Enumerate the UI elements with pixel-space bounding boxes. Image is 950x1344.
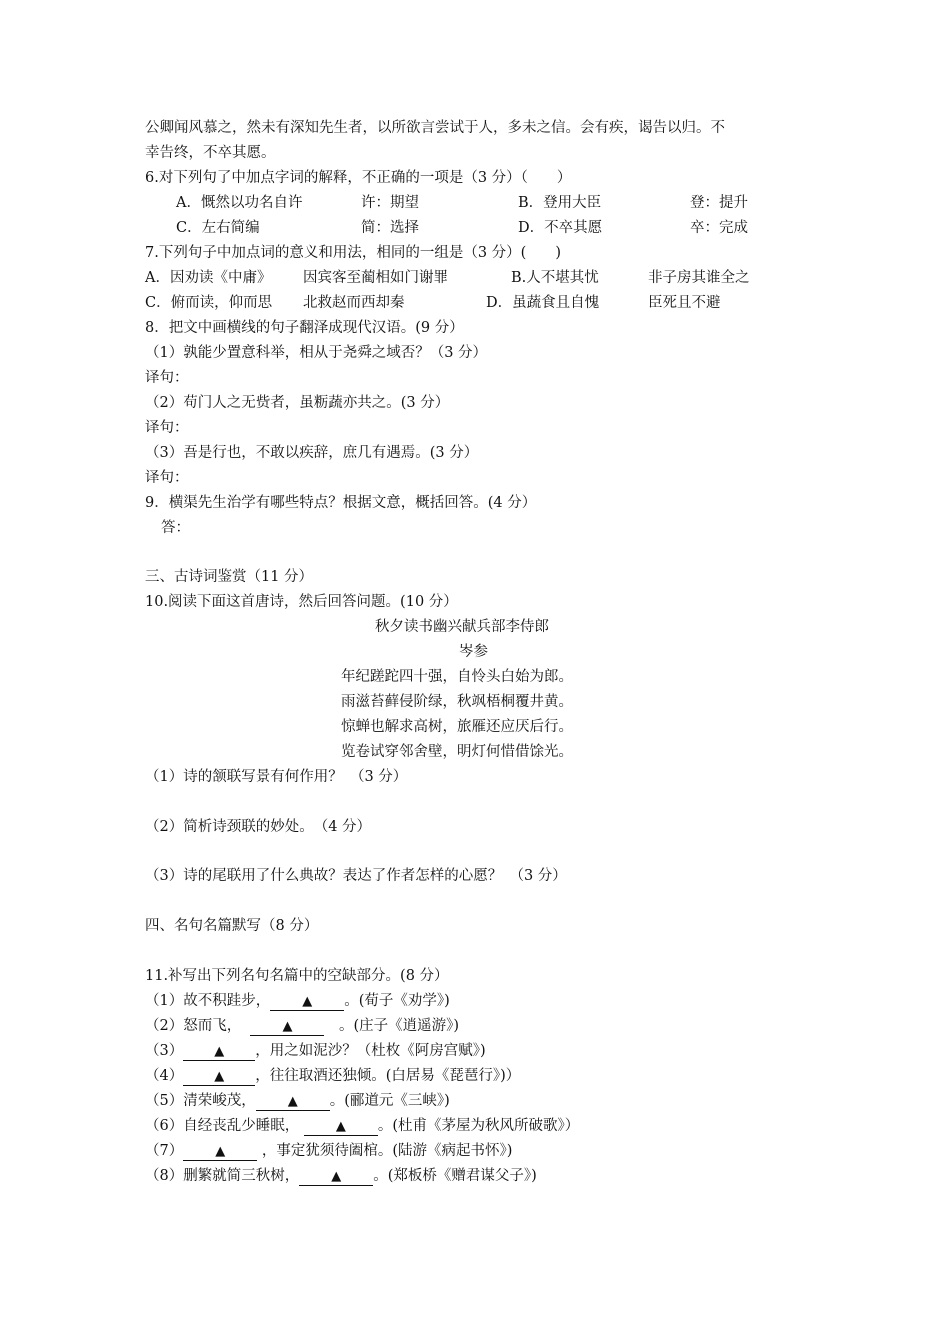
translate-label: 译句： <box>145 420 189 436</box>
fill-item-suffix: 。(郦道元《三峡》) <box>329 1093 450 1109</box>
fill-item-suffix: 。(杜甫《茅屋为秋风所破歌》） <box>377 1118 580 1134</box>
fill-item-suffix: ，事定犹须待阖棺。(陆游《病起书怀》) <box>261 1143 513 1159</box>
fill-item-prefix: （5）清荣峻茂， <box>145 1093 256 1109</box>
fill-item-prefix: （3） <box>145 1043 184 1059</box>
answer-blank[interactable] <box>256 1093 330 1111</box>
triangle-marker: ▲ <box>335 1119 346 1134</box>
poem-line: 年纪蹉跎四十强，自怜头白始为郎。 <box>341 669 573 685</box>
answer-blank[interactable] <box>299 1168 373 1186</box>
fill-item <box>145 1016 459 1036</box>
fill-item-prefix: （8）删繁就简三秋树， <box>145 1168 300 1184</box>
fill-item <box>145 1041 486 1061</box>
option-d-gloss: 卒：完成 <box>690 220 748 236</box>
fill-item-suffix: 。(郑板桥《赠君谋父子》) <box>373 1168 537 1184</box>
translate-label: 译句： <box>145 470 189 486</box>
answer-blank[interactable] <box>304 1118 378 1136</box>
option-c: C．左右简编 <box>176 220 260 236</box>
option-a-gloss: 许：期望 <box>361 195 419 211</box>
fill-item <box>145 1166 537 1186</box>
answer-blank[interactable] <box>250 1018 324 1036</box>
poem-line: 雨滋苔藓侵阶绿，秋飒梧桐覆井黄。 <box>341 694 573 710</box>
fill-item <box>145 1141 512 1161</box>
sentence-2: （2）苟门人之无赀者，虽粝蔬亦共之。(3 分） <box>145 395 450 411</box>
passage-line: 公卿闻风慕之，然未有深知先生者，以所欲言尝试于人，多未之信。会有疾，谒告以归。不 <box>145 120 725 136</box>
sentence-3: （3）吾是行也，不敢以疾辞，庶几有遇焉。(3 分） <box>145 445 479 461</box>
poem-title: 秋夕读书幽兴献兵部李侍郎 <box>375 619 549 635</box>
poem-line: 览卷试穿邻舍壁，明灯何惜借馀光。 <box>341 744 573 760</box>
answer-blank[interactable] <box>270 993 344 1011</box>
triangle-marker: ▲ <box>215 1144 226 1159</box>
question-9-stem: 9．横渠先生治学有哪些特点？根据文意，概括回答。(4 分） <box>145 495 537 511</box>
option-a-example: 因宾客至蔺相如门谢罪 <box>303 270 448 286</box>
triangle-marker: ▲ <box>214 1069 225 1084</box>
option-d-example: 臣死且不避 <box>648 295 721 311</box>
fill-item-prefix: （2）怒而飞， <box>145 1018 242 1034</box>
fill-item-suffix: 。(庄子《逍遥游》) <box>324 1018 460 1034</box>
option-b-gloss: 登：提升 <box>690 195 748 211</box>
passage-line: 幸告终，不卒其愿。 <box>145 145 276 161</box>
fill-item-prefix: （7） <box>145 1143 184 1159</box>
fill-item-prefix: （1）故不积跬步， <box>145 993 271 1009</box>
option-b: B.人不堪其忧 <box>511 270 599 286</box>
section-4-title: 四、名句名篇默写（8 分） <box>145 918 319 934</box>
fill-item-suffix: 。(荀子《劝学》) <box>344 993 450 1009</box>
poem-line: 惊蝉也解求高树，旅雁还应厌后行。 <box>341 719 573 735</box>
fill-item-prefix: （6）自经丧乱少睡眠， <box>145 1118 300 1134</box>
sub-question-3: （3）诗的尾联用了什么典故？表达了作者怎样的心愿？ （3 分） <box>145 868 567 884</box>
option-b: B．登用大臣 <box>518 195 602 211</box>
option-c-example: 北救赵而西却秦 <box>303 295 405 311</box>
sub-question-1: （1）诗的颔联写景有何作用？ （3 分） <box>145 769 408 785</box>
triangle-marker: ▲ <box>331 1169 342 1184</box>
option-c: C．俯而读，仰而思 <box>145 295 273 311</box>
fill-item <box>145 1116 579 1136</box>
fill-item <box>145 1091 450 1111</box>
fill-item-suffix: ，往往取酒还独倾。(白居易《琵琶行》)） <box>255 1068 521 1084</box>
poem-author: 岑参 <box>459 644 488 660</box>
question-6-stem: 6.对下列句了中加点字词的解释，不正确的一项是（3 分）（ ） <box>145 170 572 186</box>
fill-item <box>145 991 450 1011</box>
question-7-stem: 7.下列句子中加点词的意义和用法，相同的一组是（3 分）( ) <box>145 245 561 261</box>
fill-item <box>145 1066 520 1086</box>
sentence-1: （1）孰能少置意科举，相从于尧舜之域否？（3 分） <box>145 345 488 361</box>
section-3-title: 三、古诗词鉴赏（11 分） <box>145 569 314 585</box>
sub-question-2: （2）简析诗颈联的妙处。 （4 分） <box>145 819 372 835</box>
answer-blank[interactable] <box>183 1043 255 1061</box>
question-11-stem: 11.补写出下列名句名篇中的空缺部分。(8 分） <box>145 968 449 984</box>
fill-item-prefix: （4） <box>145 1068 184 1084</box>
triangle-marker: ▲ <box>287 1094 298 1109</box>
fill-item-suffix: ，用之如泥沙？（杜枚《阿房宫赋》) <box>255 1043 486 1059</box>
triangle-marker: ▲ <box>214 1044 225 1059</box>
question-8-stem: 8．把文中画横线的句子翻泽成现代汉语。(9 分） <box>145 320 464 336</box>
option-a: A．因劝读《中庸》 <box>145 270 272 286</box>
triangle-marker: ▲ <box>282 1019 293 1034</box>
question-10-stem: 10.阅读下面这首唐诗，然后回答问题。(10 分） <box>145 594 458 610</box>
triangle-marker: ▲ <box>302 994 313 1009</box>
answer-label: 答： <box>161 520 190 536</box>
option-d: D．不卒其愿 <box>518 220 603 236</box>
option-d: D．虽蔬食且自愧 <box>486 295 600 311</box>
answer-blank[interactable] <box>183 1068 255 1086</box>
option-a: A．慨然以功名自许 <box>176 195 303 211</box>
answer-blank[interactable] <box>183 1143 257 1161</box>
option-b-example: 非子房其谁全之 <box>648 270 750 286</box>
translate-label: 译句： <box>145 370 189 386</box>
option-c-gloss: 简：选择 <box>361 220 419 236</box>
